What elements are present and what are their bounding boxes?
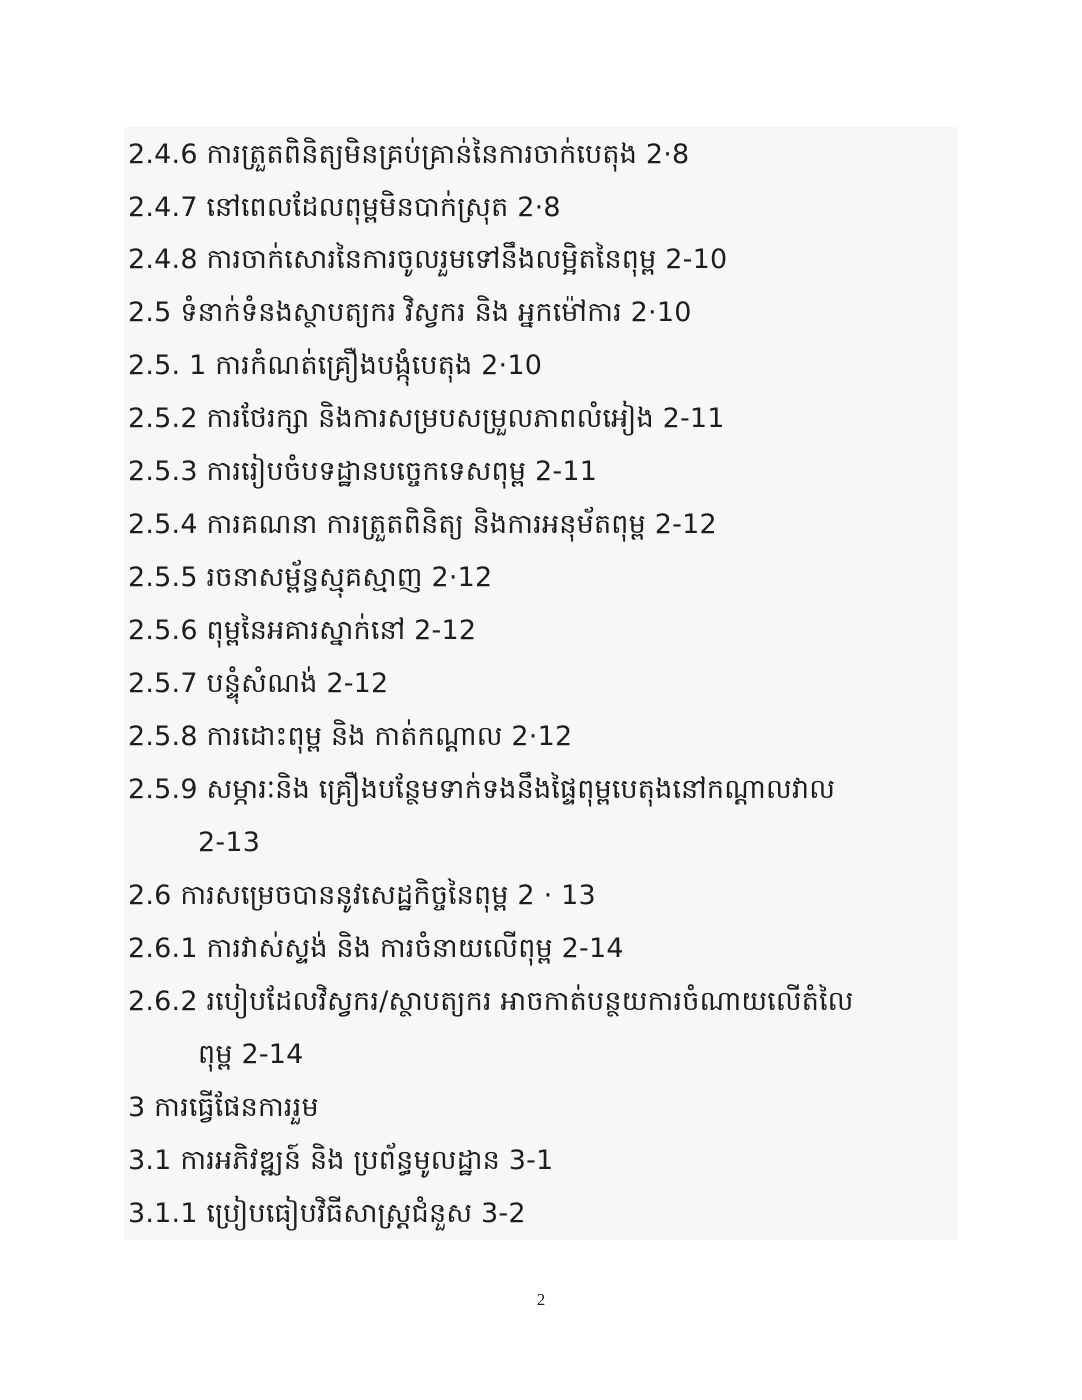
toc-entry-2-5-9-page: 2-13 — [198, 827, 261, 858]
toc-entry-2-5-7: 2.5.7 បន្ទុំសំណង់ 2-12 — [128, 668, 389, 699]
toc-entry-2-5-6: 2.5.6 ពុម្ពនៃអគារស្នាក់នៅ 2-12 — [128, 615, 477, 646]
toc-entry-2-5-2: 2.5.2 ការថែរក្សា និងការសម្របសម្រួលភាពលំអៀង 2-11 — [128, 403, 725, 434]
table-of-contents — [124, 127, 958, 1240]
toc-entry-2-6-2: 2.6.2 របៀបដែលវិស្វករ/ស្ថាបត្យករ អាចកាត់បន្ថយការចំណាយលើតំលៃ — [128, 986, 854, 1017]
toc-entry-2-5-3: 2.5.3 ការរៀបចំបទដ្ឋានបច្ចេកទេសពុម្ព 2-11 — [128, 456, 598, 487]
toc-entry-2-5-9: 2.5.9 សម្ភារៈនិង គ្រឿងបន្ថែមទាក់ទងនឹងផ្ទៃពុម្ពបេតុងនៅកណ្តាលវាល — [128, 774, 836, 805]
toc-entry-2-6-2-page: ពុម្ព 2-14 — [198, 1039, 304, 1070]
toc-entry-2-5-4: 2.5.4 ការគណនា ការត្រួតពិនិត្យ និងការអនុម័តពុម្ព 2-12 — [128, 509, 717, 540]
toc-entry-2-5-1: 2.5. 1 ការកំណត់គ្រឿងបង្កុំបេតុង 2·10 — [128, 350, 543, 381]
toc-entry-2-6-1: 2.6.1 ការវាស់ស្ទង់ និង ការចំនាយលើពុម្ព 2-14 — [128, 933, 624, 964]
toc-entry-3-1-1: 3.1.1 ប្រៀបធៀបវិធីសាស្រ្តជំនួស 3-2 — [128, 1198, 526, 1229]
toc-entry-2-4-6: 2.4.6 ការត្រួតពិនិត្យមិនគ្រប់គ្រាន់នៃការចាក់បេតុង 2·8 — [128, 139, 690, 170]
page-number: 2 — [536, 1290, 546, 1309]
toc-entry-2-6: 2.6 ការសម្រេចបាននូវសេដ្ឋកិច្ចនៃពុម្ព 2 · 13 — [128, 880, 596, 911]
toc-entry-2-5-5: 2.5.5 រចនាសម្ព័ន្ធស្មុគស្មាញ 2·12 — [128, 562, 493, 593]
toc-entry-3-1: 3.1 ការអភិវឌ្ឍន៍ និង ប្រព័ន្ធមូលដ្ឋាន 3-1 — [128, 1145, 554, 1176]
toc-entry-2-5: 2.5 ទំនាក់ទំនងស្ថាបត្យករ វិស្វករ និង អ្នកម៉ៅការ 2·10 — [128, 297, 692, 328]
toc-entry-2-4-7: 2.4.7 នៅពេលដែលពុម្ពមិនបាក់ស្រុត 2·8 — [128, 192, 561, 223]
toc-entry-3: 3 ការធ្វើផែនការរួម — [128, 1092, 319, 1123]
toc-entry-2-4-8: 2.4.8 ការចាក់សោរនៃការចូលរួមទៅនឹងលម្អិតនៃពុម្ព 2-10 — [128, 244, 728, 275]
toc-entry-2-5-8: 2.5.8 ការដោះពុម្ព និង កាត់កណ្តាល 2·12 — [128, 721, 573, 752]
